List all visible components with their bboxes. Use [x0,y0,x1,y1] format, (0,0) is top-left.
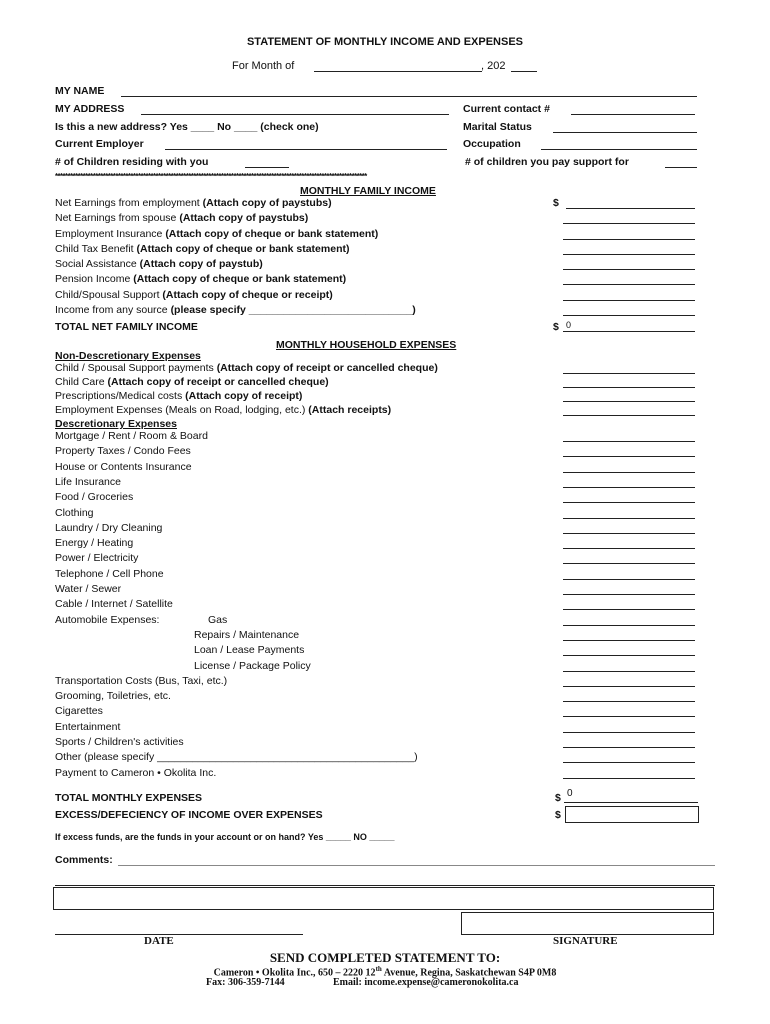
income-row-note: (Attach copy of cheque or bank statement) [133,273,347,285]
address-post: Avenue, Regina, Saskatchewan S4P 0M8 [381,967,557,979]
marital-status-field[interactable] [553,122,697,133]
expense-row [55,362,438,374]
income-row-note: (Attach copy of paystubs) [179,212,309,224]
excess-field[interactable] [565,806,699,823]
expense-amount-field[interactable] [563,363,695,374]
expense-amount-field[interactable] [563,462,695,473]
income-row [55,228,378,240]
expense-row [55,376,329,388]
income-row [55,273,346,285]
expense-amount-field[interactable] [563,691,695,702]
expense-amount-field[interactable] [563,737,695,748]
expense-amount-field[interactable] [563,431,695,442]
income-row-note: (Attach copy of paystubs) [202,197,332,209]
income-row [55,289,333,301]
fax-number: Fax: 306-359-7144 [206,977,285,988]
auto-expense-item: Repairs / Maintenance [194,628,300,641]
expense-row-label: Payment to Cameron • Okolita Inc. [55,766,217,779]
address-sup: th [375,965,382,973]
marital-status-label: Marital Status [463,121,532,133]
income-row-label: Income from any source [55,304,168,316]
total-expenses-label: TOTAL MONTHLY EXPENSES [55,792,203,804]
for-month-row [232,60,294,72]
auto-expense-item: Loan / Lease Payments [194,644,305,657]
income-row [55,212,308,224]
expense-row-label: Cable / Internet / Satellite [55,598,173,611]
income-row-label: Social Assistance [55,258,137,270]
my-name-label: MY NAME [55,85,105,97]
expense-amount-field[interactable] [563,584,695,595]
income-row-label: Pension Income [55,273,131,285]
expense-row-note: (Attach copy of receipt or cancelled cheque) [216,362,438,374]
total-expenses-value: 0 [567,788,573,799]
discretionary-heading: Descretionary Expenses [55,418,177,430]
income-amount-field[interactable] [563,290,695,301]
expense-amount-field[interactable] [563,377,695,388]
income-row [55,304,416,316]
address-pre: Cameron • Okolita Inc., 650 – 2220 12 [213,967,376,979]
income-row-note: (please specify ____________________________) [170,304,416,316]
expense-row-label: Sports / Children's activities [55,736,184,748]
expense-amount-field[interactable] [563,661,695,672]
total-expenses-field[interactable] [564,790,698,803]
my-address-label: MY ADDRESS [55,103,125,115]
expense-row-label: Grooming, Toiletries, etc. [55,690,171,703]
income-row [55,197,332,209]
expense-amount-field[interactable] [563,553,695,564]
income-row [55,258,263,270]
income-row-label: Employment Insurance [55,228,163,240]
expense-amount-field[interactable] [563,645,695,656]
expense-amount-field[interactable] [563,508,695,519]
expense-row-label: Other (please specify ____________________________________________) [55,751,418,764]
form-title: STATEMENT OF MONTHLY INCOME AND EXPENSES [246,36,524,48]
expense-amount-field[interactable] [563,615,695,626]
expense-row-note: (Attach copy of receipt or cancelled cheque) [107,376,329,388]
expense-row-label: Child Care [55,376,105,388]
expense-amount-field[interactable] [563,599,695,610]
income-amount-field[interactable] [563,229,695,240]
total-income-field[interactable] [563,320,695,332]
date-field[interactable] [55,923,303,935]
income-row-label: Net Earnings from employment [55,197,200,209]
non-discretionary-heading: Non-Descretionary Expenses [55,350,201,362]
total-income-currency: $ [553,321,559,333]
income-amount-field[interactable] [563,213,695,224]
income-row-label: Child Tax Benefit [55,243,134,255]
email-address[interactable]: Email: income.expense@cameronokolita.ca [333,977,519,988]
total-income-label: TOTAL NET FAMILY INCOME [55,321,198,333]
excess-label: EXCESS/DEFECIENCY OF INCOME OVER EXPENSES [55,809,323,821]
income-row-note: (Attach copy of cheque or receipt) [162,289,333,301]
expense-amount-field[interactable] [563,477,695,488]
income-row-note: (Attach copy of paystub) [139,258,263,270]
expense-row-label: Prescriptions/Medical costs [55,390,183,402]
children-support-label: # of children you pay support for [465,156,629,168]
signature-box[interactable] [461,912,714,935]
expense-amount-field[interactable] [563,405,695,416]
occupation-field[interactable] [541,139,697,150]
expense-row-label: Clothing [55,506,94,519]
total-income-value: 0 [566,320,572,330]
auto-expense-item: Gas [208,613,228,626]
income-currency-sign: $ [553,197,559,209]
expense-row-note: (Attach copy of receipt) [185,390,303,402]
expense-row-label: Water / Sewer [55,583,122,595]
expense-amount-field[interactable] [563,391,695,402]
month-field[interactable] [314,60,482,72]
income-row-label: Net Earnings from spouse [55,212,177,224]
expense-row-label: Laundry / Dry Cleaning [55,521,163,534]
expense-amount-field[interactable] [563,492,695,503]
expense-amount-field[interactable] [563,523,695,534]
comments-box[interactable] [53,887,714,910]
children-support-field[interactable] [665,157,697,168]
expenses-heading: MONTHLY HOUSEHOLD EXPENSES [276,339,457,351]
income-row-note: (Attach copy of cheque or bank statement) [165,228,379,240]
current-employer-field[interactable] [165,139,447,150]
children-residing-label: # of Children residing with you [55,156,209,168]
expense-row-label: Life Insurance [55,475,121,488]
excess-funds-question: If excess funds, are the funds in your account or on hand? Yes _____ NO _____ [55,832,395,842]
expense-row-note: (Attach receipts) [308,404,392,416]
year-prefix: , 202 [481,60,506,72]
expense-amount-field[interactable] [563,752,695,763]
date-label: DATE [144,935,174,947]
signature-label: SIGNATURE [553,935,618,947]
expense-row [55,390,302,402]
income-amount-field[interactable] [563,259,695,270]
expense-row-label: Employment Expenses (Meals on Road, lodging, etc.) [55,404,306,416]
current-contact-label: Current contact # [463,103,550,115]
income-amount-field[interactable] [566,198,695,209]
auto-expense-item: License / Package Policy [194,659,311,672]
expense-row-label: Mortgage / Rent / Room & Board [55,430,208,442]
children-residing-field[interactable] [245,157,289,168]
expense-row-label: House or Contents Insurance [55,460,192,473]
expense-amount-field[interactable] [563,569,695,580]
expense-amount-field[interactable] [563,630,695,641]
occupation-label: Occupation [463,138,521,150]
expense-row-label: Food / Groceries [55,491,134,504]
expense-row-label: Property Taxes / Condo Fees [55,445,191,458]
comments-field[interactable] [118,855,715,866]
expense-row-label: Cigarettes [55,705,103,718]
income-row-note: (Attach copy of cheque or bank statement) [136,243,350,255]
expense-amount-field[interactable] [563,446,695,457]
excess-currency: $ [555,809,561,821]
income-row [55,243,349,255]
expense-amount-field[interactable] [563,676,695,687]
expense-row-label: Energy / Heating [55,537,134,550]
expense-amount-field[interactable] [563,768,695,779]
expense-row-label: Child / Spousal Support payments [55,362,214,374]
for-month-label: For Month of [232,60,295,72]
current-employer-label: Current Employer [55,138,144,150]
year-field[interactable] [511,60,537,72]
send-to-heading: SEND COMPLETED STATEMENT TO: [269,950,501,965]
income-amount-field[interactable] [563,274,695,285]
new-address-question: Is this a new address? Yes ____ No ____ (check one) [55,121,319,133]
income-row-label: Child/Spousal Support [55,289,160,301]
separator-stars: **************************************************************************************************************************** [55,172,367,181]
expense-row-label: Transportation Costs (Bus, Taxi, etc.) [55,674,228,687]
income-amount-field[interactable] [563,305,695,316]
comments-line-2[interactable] [55,874,715,886]
income-heading: MONTHLY FAMILY INCOME [300,185,436,197]
income-amount-field[interactable] [563,244,695,255]
expense-amount-field[interactable] [563,722,695,733]
my-name-field[interactable] [121,86,697,97]
current-contact-field[interactable] [571,104,695,115]
total-expenses-currency: $ [555,792,561,804]
expense-amount-field[interactable] [563,538,695,549]
expense-row-label: Entertainment [55,720,121,733]
my-address-field[interactable] [141,104,449,115]
expense-amount-field[interactable] [563,706,695,717]
expense-row-label: Telephone / Cell Phone [55,567,164,580]
auto-expenses-label: Automobile Expenses: [55,613,160,626]
expense-row-label: Power / Electricity [55,552,139,565]
comments-label: Comments: [55,854,113,866]
expense-row [55,404,391,416]
